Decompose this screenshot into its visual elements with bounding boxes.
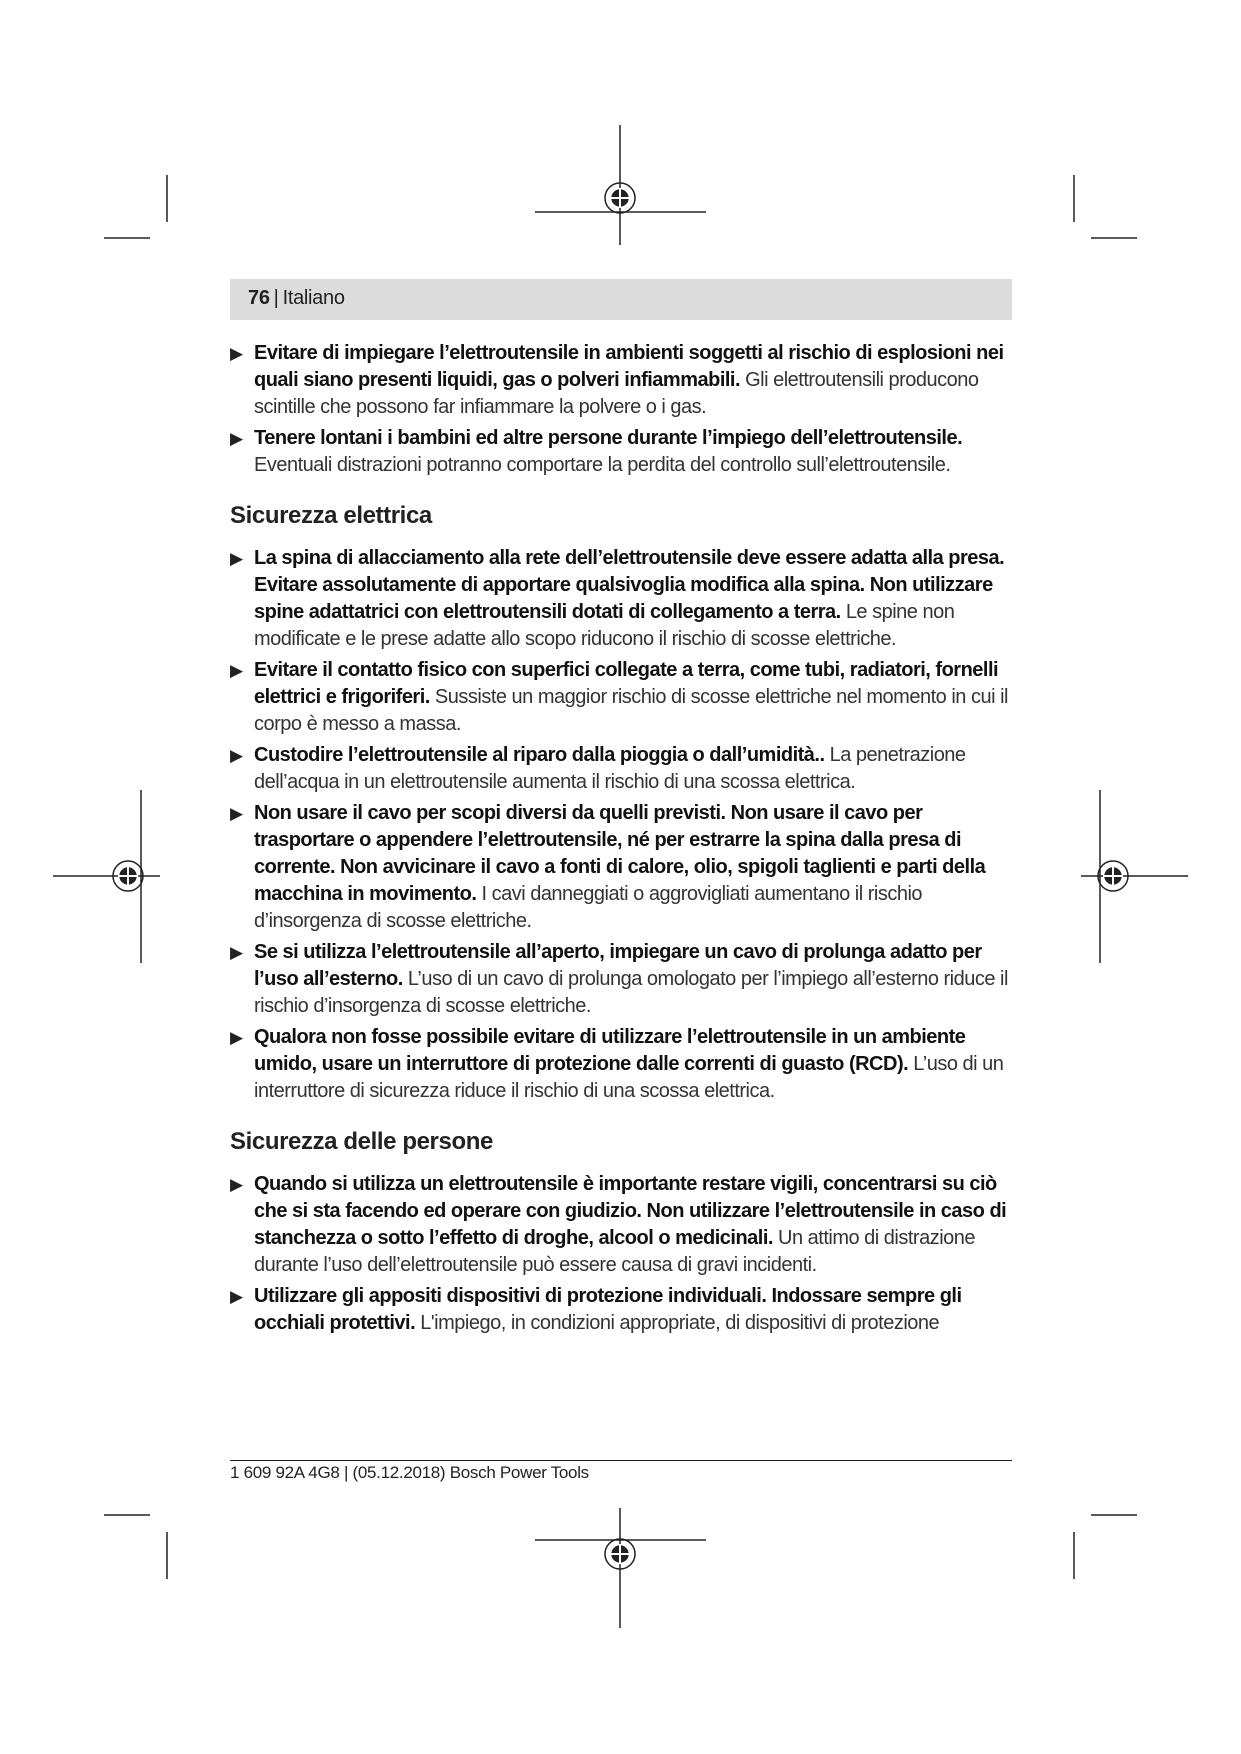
- list-item: [230, 657, 1012, 738]
- warning-text: L'impiego, in condizioni appropriate, di dispositivi di protezione: [420, 1312, 940, 1334]
- warning-text: Eventuali distrazioni potranno comportare la perdita del controllo sull’elettroutensile.: [254, 454, 951, 476]
- main-content: [230, 340, 1012, 1341]
- bullet-arrow-icon: ▶: [230, 661, 243, 680]
- warning-bold: Evitare il contatto fisico con superfici collegate a terra, come tubi, radiatori, fornelli elettrici e frigoriferi.: [254, 659, 999, 708]
- page-footer: [230, 1460, 1012, 1483]
- bullet-arrow-icon: ▶: [230, 746, 243, 765]
- warning-text: Gli elettroutensili producono scintille che possono far infiammare la polvere o i gas.: [254, 369, 979, 418]
- list-item: [230, 425, 1012, 479]
- warning-text: L’uso di un interruttore di sicurezza riduce il rischio di una scossa elettrica.: [254, 1053, 1004, 1102]
- page-number: 76: [248, 287, 270, 309]
- warning-bold: Non usare il cavo per scopi diversi da quelli previsti. Non usare il cavo per trasportare o appendere l’elettroutensile, né per estrarre la spina dalla presa di corrente. Non avvicinare il cavo a fonti di calore, olio, spigoli taglienti e parti della macchina in movimento.: [254, 802, 986, 905]
- section-heading-persons: Sicurezza delle persone: [230, 1128, 493, 1155]
- warning-bold: Qualora non fosse possibile evitare di utilizzare l’elettroutensile in un ambiente umido, usare un interruttore di protezione dalle correnti di guasto (RCD).: [254, 1026, 966, 1075]
- bullet-arrow-icon: ▶: [230, 549, 243, 568]
- list-item: [230, 1283, 1012, 1337]
- warning-bold: La spina di allacciamento alla rete dell’elettroutensile deve essere adatta alla presa. Evitare assolutamente di apportare qualsivoglia modifica alla spina. Non utilizzare spine adattatrici con elettroutensili dotati di collegamento a terra.: [254, 547, 1005, 623]
- bullet-arrow-icon: ▶: [230, 943, 243, 962]
- warning-bold: Se si utilizza l’elettroutensile all’aperto, impiegare un cavo di prolunga adatto per l’uso all’esterno.: [254, 941, 982, 990]
- bullet-arrow-icon: ▶: [230, 344, 243, 363]
- warning-text: I cavi danneggiati o aggrovigliati aumentano il rischio d’insorgenza di scosse elettriche.: [254, 883, 923, 932]
- bullet-arrow-icon: ▶: [230, 429, 243, 448]
- bullet-arrow-icon: ▶: [230, 1175, 243, 1194]
- list-item: [230, 1171, 1012, 1279]
- list-item: [230, 340, 1012, 421]
- warning-bold: Quando si utilizza un elettroutensile è importante restare vigili, concentrarsi su ciò che si sta facendo ed operare con giudizio. Non utilizzare l’elettroutensile in caso di stanchezza o sotto l’effetto di droghe, alcool o medicinali.: [254, 1173, 1007, 1249]
- bullet-arrow-icon: ▶: [230, 1028, 243, 1047]
- header-separator: |: [273, 287, 279, 309]
- warning-text: L’uso di un cavo di prolunga omologato per l’impiego all’esterno riduce il rischio d’insorgenza di scosse elettriche.: [254, 968, 1008, 1017]
- warning-bold: Custodire l’elettroutensile al riparo dalla pioggia o dall’umidità..: [254, 744, 825, 766]
- warning-bold: Evitare di impiegare l’elettroutensile in ambienti soggetti al rischio di esplosioni nei quali siano presenti liquidi, gas o polveri infiammabili.: [254, 342, 1004, 391]
- list-item: [230, 939, 1012, 1020]
- list-item: [230, 1024, 1012, 1105]
- list-item: [230, 742, 1012, 796]
- page-header: [230, 279, 1012, 320]
- warning-text: Le spine non modificate e le prese adatte allo scopo riducono il rischio di scosse elettriche.: [254, 601, 955, 650]
- warning-bold: Tenere lontani i bambini ed altre persone durante l’impiego dell’elettroutensile.: [254, 427, 963, 449]
- bullet-arrow-icon: ▶: [230, 804, 243, 823]
- section-heading-electrical: Sicurezza elettrica: [230, 502, 432, 529]
- list-item: [230, 800, 1012, 935]
- warning-text: Sussiste un maggior rischio di scosse elettriche nel momento in cui il corpo è messo a massa.: [254, 686, 1008, 735]
- warning-text: Un attimo di distrazione durante l’uso dell’elettroutensile può essere causa di gravi incidenti.: [254, 1227, 976, 1276]
- header-language: Italiano: [282, 287, 345, 309]
- list-item: [230, 545, 1012, 653]
- bullet-arrow-icon: ▶: [230, 1287, 243, 1306]
- warning-text: La penetrazione dell’acqua in un elettroutensile aumenta il rischio di una scossa elettrica.: [254, 744, 966, 793]
- footer-text: 1 609 92A 4G8 | (05.12.2018) Bosch Power Tools: [230, 1463, 589, 1482]
- warning-bold: Utilizzare gli appositi dispositivi di protezione individuali. Indossare sempre gli occhiali protettivi.: [254, 1285, 962, 1334]
